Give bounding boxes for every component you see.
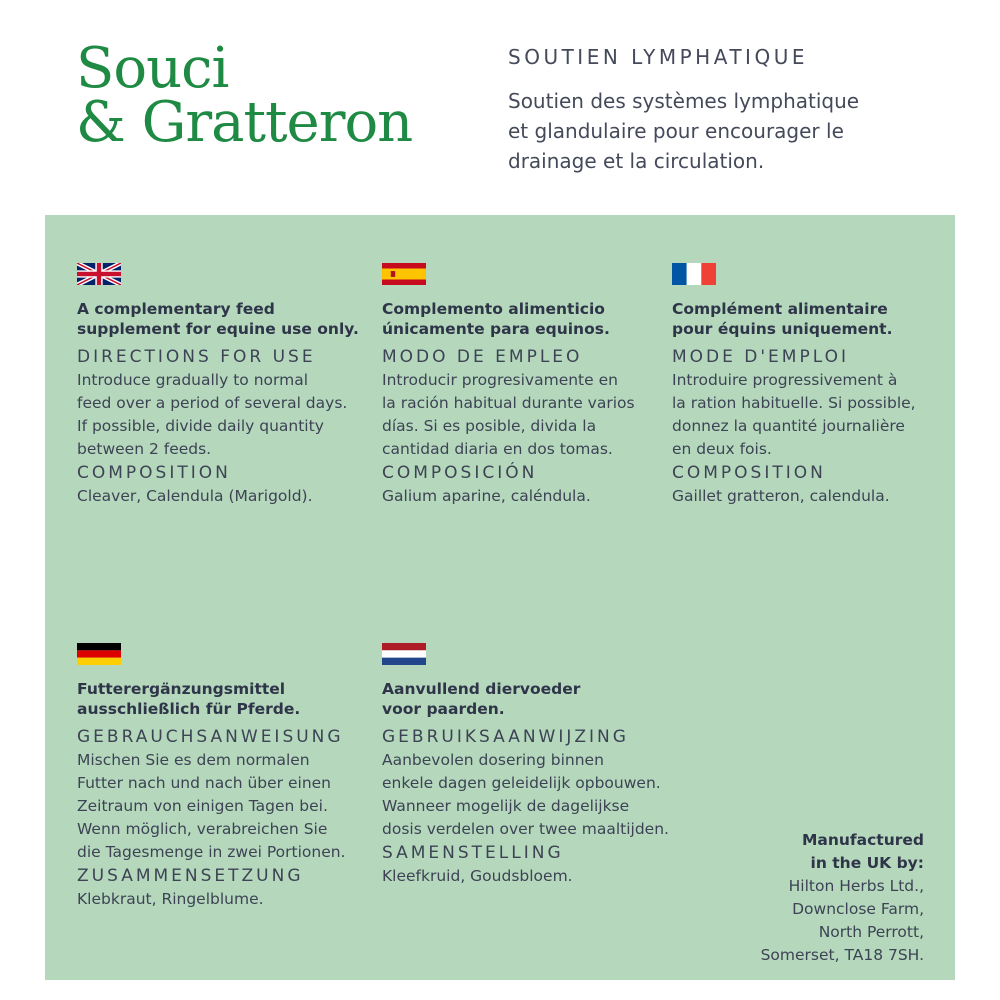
es-directions-text: Introducir progresivamente en la ración habitual durante varios días. Si es posible, divida la cantidad diaria en dos tomas. <box>382 371 635 458</box>
en-composition-label: COMPOSITION <box>77 463 231 483</box>
france-flag-icon <box>672 261 716 287</box>
nl-heading: Aanvullend diervoeder voor paarden. <box>382 680 581 718</box>
fr-directions-text: Introduire progressivement à la ration habituelle. Si possible, donnez la quantité journalière en deux fois. <box>672 371 916 458</box>
manufacturer-address-line: Hilton Herbs Ltd., <box>788 877 924 895</box>
product-title-line2: & Gratteron <box>76 90 413 155</box>
en-heading: A complementary feed supplement for equine use only. <box>77 300 359 338</box>
product-title <box>76 36 413 155</box>
en-composition-text: Cleaver, Calendula (Marigold). <box>77 487 313 505</box>
es-composition-text: Galium aparine, caléndula. <box>382 487 591 505</box>
de-composition-label: ZUSAMMENSETZUNG <box>77 866 304 886</box>
de-composition-text: Klebkraut, Ringelblume. <box>77 890 264 908</box>
de-heading: Futterergänzungsmittel ausschließlich für Pferde. <box>77 680 301 718</box>
es-heading: Complemento alimenticio únicamente para equinos. <box>382 300 610 338</box>
uk-flag-icon <box>77 261 121 287</box>
lang-block-de <box>77 641 367 911</box>
es-directions-label: MODO DE EMPLEO <box>382 347 583 367</box>
de-directions-text: Mischen Sie es dem normalen Futter nach und nach über einen Zeitraum von einigen Tagen bei. Wenn möglich, verabreichen Sie die Tagesmenge in zwei Portionen. <box>77 751 346 861</box>
germany-flag-icon <box>77 641 121 667</box>
lang-block-en <box>77 261 367 508</box>
manufacturer-address-line: North Perrott, <box>818 923 924 941</box>
product-intro: Soutien des systèmes lymphatique et glandulaire pour encourager le drainage et la circulation. <box>508 89 860 173</box>
nl-directions-label: GEBRUIKSAANWIJZING <box>382 727 629 747</box>
nl-composition-text: Kleefkruid, Goudsbloem. <box>382 867 573 885</box>
fr-composition-label: COMPOSITION <box>672 463 826 483</box>
manufacturer-address-line: Somerset, TA18 7SH. <box>760 946 924 964</box>
de-directions-label: GEBRAUCHSANWEISUNG <box>77 727 344 747</box>
netherlands-flag-icon <box>382 641 426 667</box>
manufacturer-heading-line1: Manufactured <box>801 831 924 849</box>
lang-block-es <box>382 261 672 508</box>
fr-heading: Complément alimentaire pour équins uniquement. <box>672 300 893 338</box>
manufacturer-info <box>761 829 924 967</box>
manufacturer-address-line: Downclose Farm, <box>792 900 924 918</box>
es-composition-label: COMPOSICIÓN <box>382 463 538 483</box>
nl-directions-text: Aanbevolen dosering binnen enkele dagen geleidelijk opbouwen. Wanneer mogelijk de dagelijkse dosis verdelen over twee maaltijden. <box>382 751 669 838</box>
nl-composition-label: SAMENSTELLING <box>382 843 564 863</box>
lang-block-fr <box>672 261 962 508</box>
info-panel <box>45 215 955 980</box>
lang-block-nl <box>382 641 702 888</box>
en-directions-label: DIRECTIONS FOR USE <box>77 347 316 367</box>
en-directions-text: Introduce gradually to normal feed over a period of several days. If possible, divide daily quantity between 2 feeds. <box>77 371 348 458</box>
product-subheading: SOUTIEN LYMPHATIQUE <box>508 45 808 69</box>
manufacturer-heading-line2: in the UK by: <box>810 854 924 872</box>
spain-flag-icon <box>382 261 426 287</box>
product-title-line1: Souci <box>76 36 229 101</box>
fr-composition-text: Gaillet gratteron, calendula. <box>672 487 890 505</box>
fr-directions-label: MODE D'EMPLOI <box>672 347 849 367</box>
